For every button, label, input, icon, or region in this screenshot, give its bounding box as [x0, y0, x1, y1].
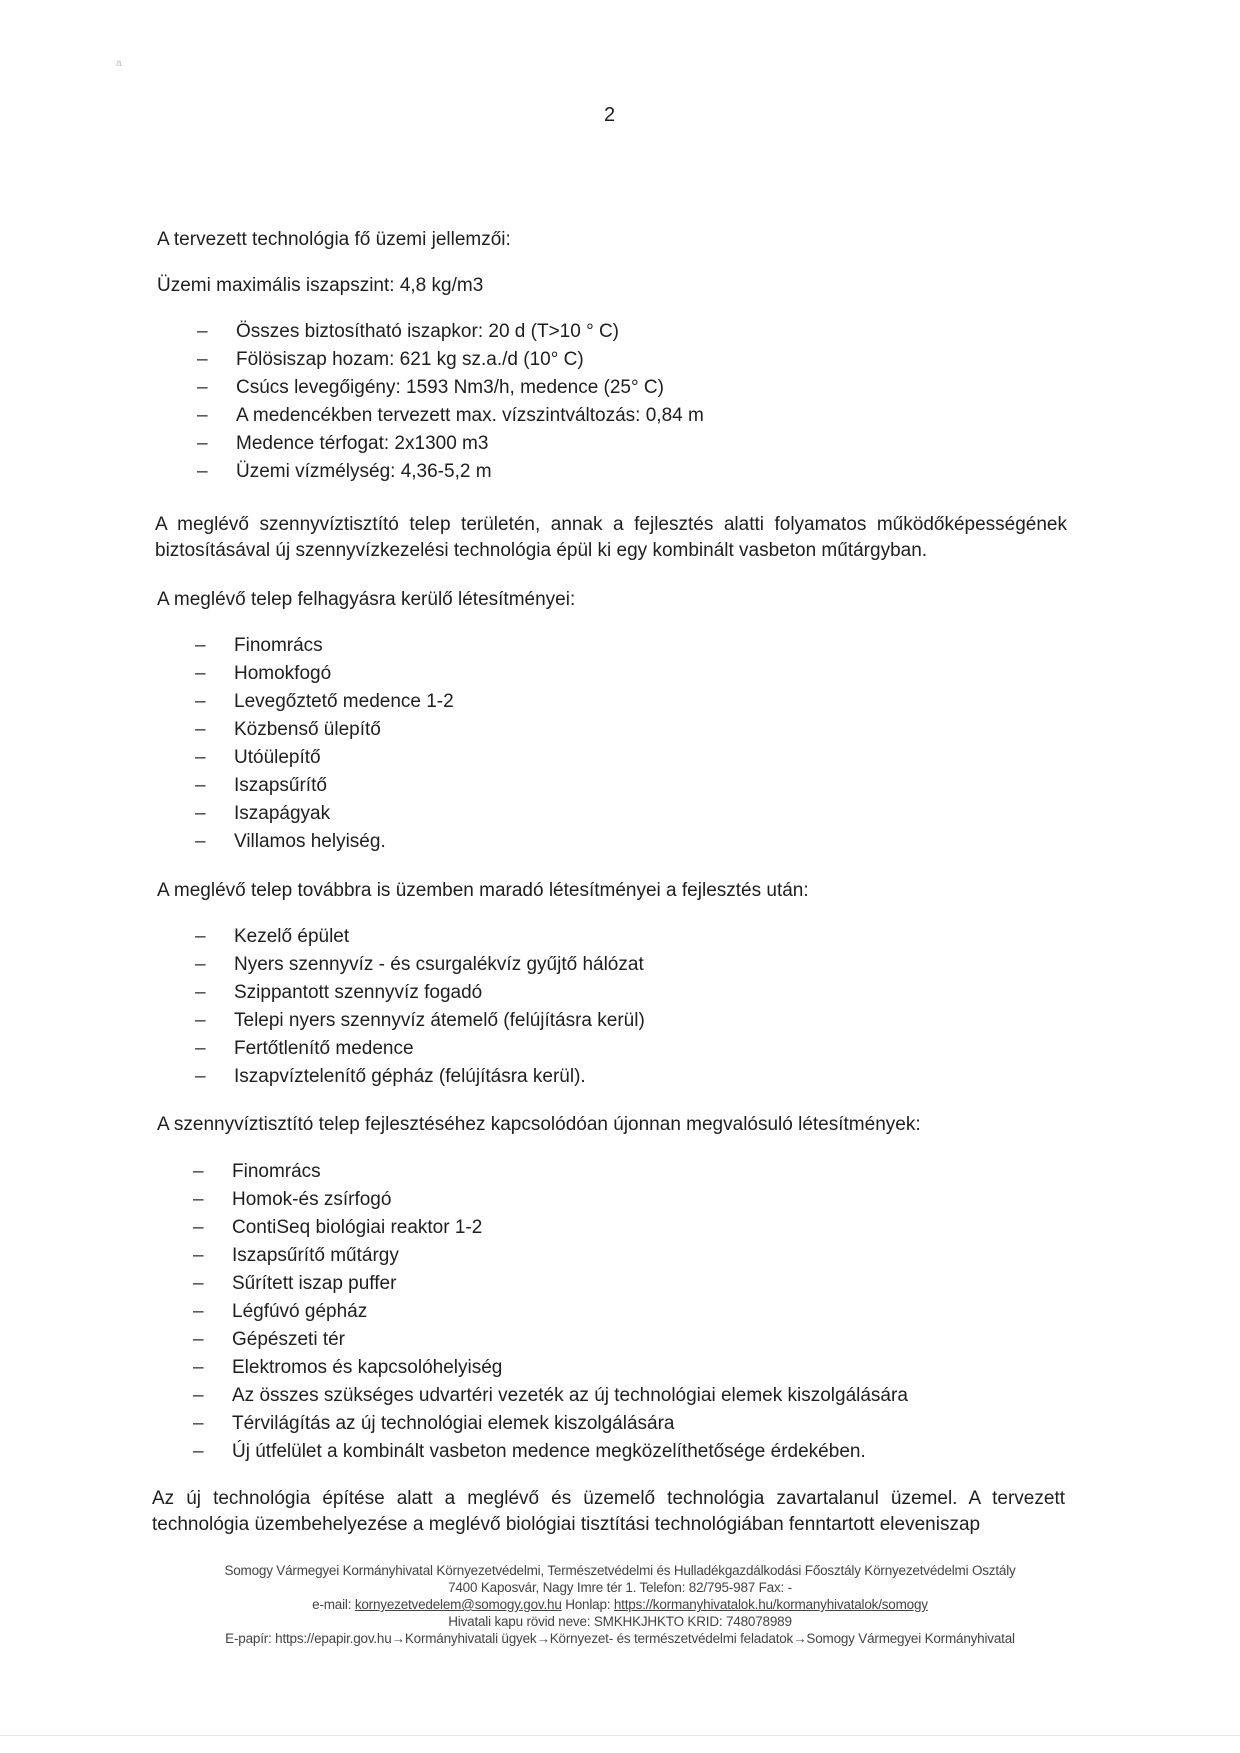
dash-bullet: – [193, 1413, 204, 1434]
dash-bullet: – [195, 747, 206, 768]
dash-bullet: – [195, 719, 206, 740]
footer-contact: e-mail: kornyezetvedelem@somogy.gov.hu Honlap: https://kormanyhivatalok.hu/kormanyhivatalok/somogy [312, 1597, 928, 1612]
footer-office: Somogy Vármegyei Kormányhivatal Környezetvédelmi, Természetvédelmi és Hulladékgazdálkodási Főosztály Környezetvédelmi Osztály [224, 1563, 1016, 1578]
footer-krid: Hivatali kapu rövid neve: SMKHKJHKTO KRID: 748078989 [448, 1614, 792, 1629]
dash-bullet: – [197, 461, 208, 482]
dash-bullet: – [193, 1189, 204, 1210]
dash-bullet: – [193, 1385, 204, 1406]
max-sludge-level: Üzemi maximális iszapszint: 4,8 kg/m3 [157, 275, 484, 296]
dash-bullet: – [197, 405, 208, 426]
dash-bullet: – [193, 1441, 204, 1462]
dash-bullet: – [193, 1217, 204, 1238]
section-heading: A tervezett technológia fő üzemi jellemzői: [157, 229, 511, 250]
closing-paragraph: Az új technológia építése alatt a meglévő és üzemelő technológia zavartalanul üzemel. A tervezett technológia üzembehelyezése a meglévő biológiai tisztítási technológiában fenntartott eleveniszap [152, 1488, 1065, 1535]
scan-mark: a [116, 58, 122, 69]
dash-bullet: – [193, 1245, 204, 1266]
dash-bullet: – [195, 691, 206, 712]
footer-epapir: E-papír: https://epapir.gov.hu→Kormányhivatali ügyek→Környezet- és természetvédelmi feladatok→Somogy Vármegyei Kormányhivatal [225, 1631, 1015, 1646]
dash-bullet: – [195, 831, 206, 852]
abandoned-title: A meglévő telep felhagyásra kerülő létesítményei: [157, 589, 576, 610]
scan-edge [0, 1735, 1240, 1736]
page-number: 2 [604, 104, 616, 126]
dash-bullet: – [195, 954, 206, 975]
email-link[interactable]: kornyezetvedelem@somogy.gov.hu [354, 1597, 562, 1612]
dash-bullet: – [195, 775, 206, 796]
new-facilities-title: A szennyvíztisztító telep fejlesztéséhez kapcsolódóan újonnan megvalósuló létesítmények: [157, 1114, 921, 1135]
dash-bullet: – [193, 1329, 204, 1350]
dash-bullet: – [195, 1038, 206, 1059]
dash-bullet: – [195, 803, 206, 824]
remaining-title: A meglévő telep továbbra is üzemben maradó létesítményei a fejlesztés után: [157, 880, 809, 901]
intro-paragraph: A meglévő szennyvíztisztító telep területén, annak a fejlesztés alatti folyamatos működőképességének biztosításával új szennyvízkezelési technológia épül ki egy kombinált vasbeton műtárgyban. [155, 514, 1067, 561]
dash-bullet: – [197, 321, 208, 342]
footer-address: 7400 Kaposvár, Nagy Imre tér 1. Telefon: 82/795-987 Fax: - [448, 1580, 792, 1595]
dash-bullet: – [195, 1010, 206, 1031]
dash-bullet: – [193, 1273, 204, 1294]
dash-bullet: – [195, 635, 206, 656]
dash-bullet: – [193, 1357, 204, 1378]
dash-bullet: – [195, 926, 206, 947]
dash-bullet: – [197, 433, 208, 454]
homepage-link[interactable]: https://kormanyhivatalok.hu/kormanyhivatalok/somogy [613, 1597, 928, 1612]
footer [140, 1562, 1100, 1647]
dash-bullet: – [193, 1301, 204, 1322]
dash-bullet: – [195, 1066, 206, 1087]
dash-bullet: – [193, 1161, 204, 1182]
dash-bullet: – [195, 982, 206, 1003]
dash-bullet: – [197, 377, 208, 398]
dash-bullet: – [195, 663, 206, 684]
dash-bullet: – [197, 349, 208, 370]
